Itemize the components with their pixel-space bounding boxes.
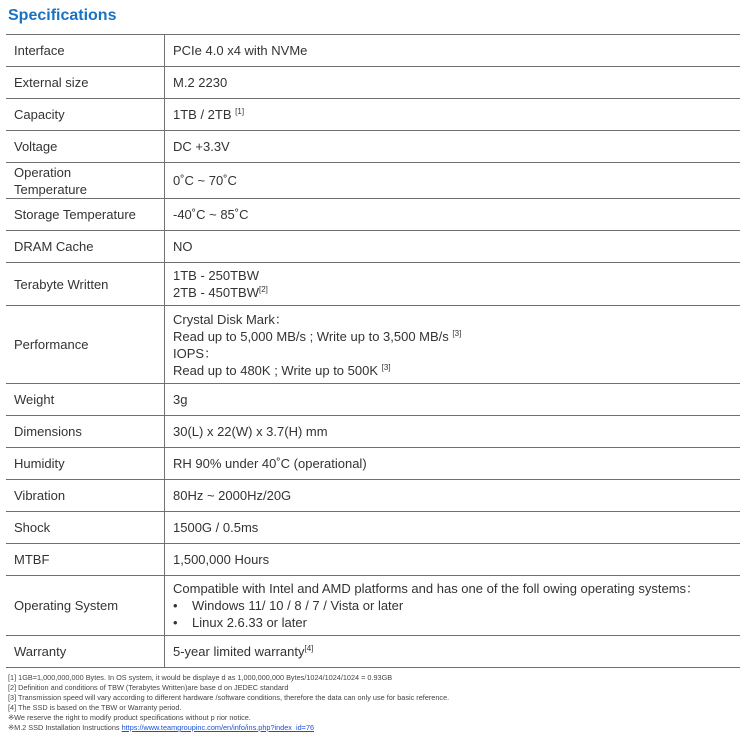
spec-label: DRAM Cache xyxy=(6,231,165,263)
spec-value: 5-year limited warranty xyxy=(173,644,305,659)
spec-label: Weight xyxy=(6,384,165,416)
spec-label-line: Operation xyxy=(14,164,72,180)
footnote-ref: [3] xyxy=(452,328,462,338)
spec-value-cell xyxy=(165,306,741,384)
spec-value-line-cell xyxy=(173,284,740,301)
spec-label: Voltage xyxy=(6,131,165,163)
spec-value: NO xyxy=(165,231,741,263)
spec-label: Terabyte Written xyxy=(6,263,165,306)
spec-row-interface xyxy=(6,35,740,67)
list-item xyxy=(173,614,740,631)
footnote: ※We reserve the right to modify product specifications without p rior notice. xyxy=(8,713,251,722)
spec-value: -40˚C ~ 85˚C xyxy=(165,199,741,231)
spec-label: Shock xyxy=(6,512,165,544)
spec-value-line: Read up to 480K ; Write up to 500K xyxy=(173,362,379,378)
spec-row-dimensions xyxy=(6,416,740,448)
install-note-text: ※M.2 SSD Installation Instructions xyxy=(8,723,122,732)
spec-value: DC +3.3V xyxy=(165,131,741,163)
list-item-text: Linux 2.6.33 or later xyxy=(192,615,307,630)
spec-row-shock xyxy=(6,512,740,544)
spec-value: 1500G / 0.5ms xyxy=(165,512,741,544)
install-note xyxy=(8,723,449,733)
footnotes xyxy=(8,673,449,733)
footnote-ref: [1] xyxy=(235,107,245,116)
spec-value-line: Crystal Disk Mark： xyxy=(173,311,288,327)
spec-value-line: 1TB - 250TBW xyxy=(173,268,259,283)
spec-value: 1TB / 2TB xyxy=(173,107,232,122)
spec-label: MTBF xyxy=(6,544,165,576)
spec-label-line: Temperature xyxy=(14,181,87,197)
spec-value: PCIe 4.0 x4 with NVMe xyxy=(165,35,741,67)
spec-value: 0˚C ~ 70˚C xyxy=(165,163,741,199)
page-title: Specifications xyxy=(8,7,117,24)
spec-row-weight xyxy=(6,384,740,416)
spec-label: Dimensions xyxy=(6,416,165,448)
spec-row-dram-cache xyxy=(6,231,740,263)
spec-label: Storage Temperature xyxy=(6,199,165,231)
footnote: [1] 1GB=1,000,000,000 Bytes. In OS system, it would be displaye d as 1,000,000,000 Bytes/1024/1024/1024 = 0.93GB xyxy=(8,673,393,682)
spec-row-operation-temperature xyxy=(6,163,740,199)
footnote: [2] Definition and conditions of TBW (Terabytes Written)are base d on JEDEC standard xyxy=(8,683,289,692)
spec-value-cell xyxy=(165,636,741,668)
spec-row-humidity xyxy=(6,448,740,480)
spec-label: Operating System xyxy=(6,576,165,636)
spec-label: Interface xyxy=(6,35,165,67)
spec-label-cell xyxy=(6,163,165,199)
spec-table xyxy=(6,34,740,668)
spec-row-performance xyxy=(6,306,740,384)
spec-row-vibration xyxy=(6,480,740,512)
footnote: [4] The SSD is based on the TBW or Warranty period. xyxy=(8,703,182,712)
spec-value-line: 2TB - 450TBW xyxy=(173,285,259,300)
spec-label: Warranty xyxy=(6,636,165,668)
spec-label: External size xyxy=(6,67,165,99)
footnote-ref: [2] xyxy=(258,285,268,294)
spec-row-external-size xyxy=(6,67,740,99)
list-item-text: Windows 11/ 10 / 8 / 7 / Vista or later xyxy=(192,598,404,613)
spec-value-line-cell xyxy=(173,362,740,379)
spec-label: Vibration xyxy=(6,480,165,512)
spec-value-cell xyxy=(165,576,741,636)
spec-value: 80Hz ~ 2000Hz/20G xyxy=(165,480,741,512)
spec-label: Humidity xyxy=(6,448,165,480)
spec-value-cell xyxy=(165,263,741,306)
spec-value-line: Compatible with Intel and AMD platforms and has one of the foll owing operating systems： xyxy=(173,581,700,596)
spec-row-capacity xyxy=(6,99,740,131)
footnote: [3] Transmission speed will vary according to different hardware /software conditions, therefore the data can only use for basic reference. xyxy=(8,693,450,702)
install-instructions-link[interactable]: https://www.teamgroupinc.com/en/info/ins.php?index_id=76 xyxy=(121,723,315,732)
footnote-ref: [4] xyxy=(304,644,314,653)
bullet-icon: • xyxy=(173,615,178,630)
spec-value: M.2 2230 xyxy=(165,67,741,99)
spec-row-mtbf xyxy=(6,544,740,576)
spec-value: RH 90% under 40˚C (operational) xyxy=(165,448,741,480)
spec-row-operating-system xyxy=(6,576,740,636)
spec-value: 1,500,000 Hours xyxy=(165,544,741,576)
spec-row-terabyte-written xyxy=(6,263,740,306)
spec-value-line: IOPS： xyxy=(173,345,218,361)
spec-row-storage-temperature xyxy=(6,199,740,231)
spec-value: 30(L) x 22(W) x 3.7(H) mm xyxy=(165,416,741,448)
spec-row-warranty xyxy=(6,636,740,668)
spec-value: 3g xyxy=(165,384,741,416)
spec-value-cell xyxy=(165,99,741,131)
spec-label: Performance xyxy=(6,306,165,384)
spec-label: Capacity xyxy=(6,99,165,131)
spec-value-line-cell xyxy=(173,328,740,345)
bullet-icon: • xyxy=(173,598,178,613)
list-item xyxy=(173,597,740,614)
spec-value-line: Read up to 5,000 MB/s ; Write up to 3,500 MB/s xyxy=(173,328,449,344)
footnote-ref: [3] xyxy=(381,362,391,372)
spec-row-voltage xyxy=(6,131,740,163)
